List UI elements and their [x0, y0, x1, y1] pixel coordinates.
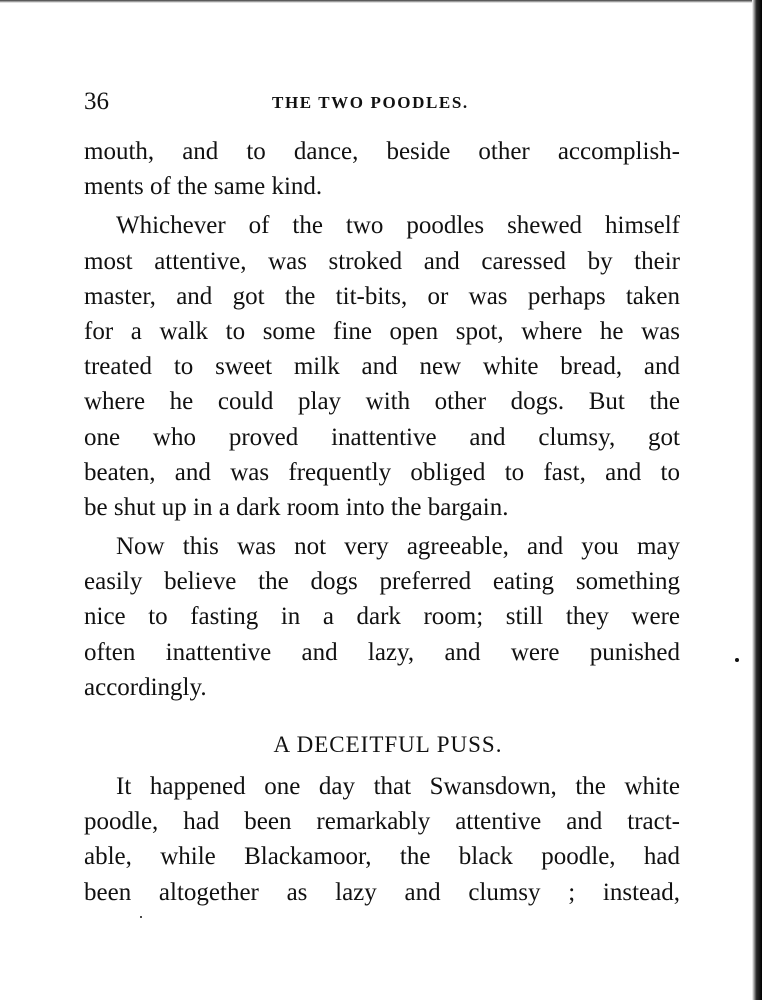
running-title: THE TWO POODLES. — [272, 93, 469, 112]
text-line: most attentive, was stroked and caressed by their — [84, 247, 680, 275]
text-line: mouth, and to dance, beside other accomplish- — [84, 138, 680, 165]
paragraph — [84, 134, 680, 204]
section-heading: A DECEITFUL PUSS. — [273, 732, 503, 757]
paragraph — [84, 769, 680, 910]
text-line: nice to fasting in a dark room; still they were — [84, 603, 680, 631]
ink-speck — [140, 916, 142, 918]
ink-speck — [735, 658, 739, 662]
page-right-edge — [752, 0, 762, 1000]
page-top-edge — [0, 0, 762, 3]
text-line: easily believe the dogs preferred eating something — [84, 568, 680, 596]
text-line: ments of the same kind. — [84, 173, 323, 201]
text-line: able, while Blackamoor, the black poodle, had — [84, 843, 680, 871]
text-line: It happened one day that Swansdown, the white — [116, 773, 680, 800]
text-line: poodle, had been remarkably attentive and tract- — [84, 808, 680, 836]
text-line: accordingly. — [84, 673, 207, 701]
paragraph — [84, 208, 680, 525]
text-line: often inattentive and lazy, and were punished — [84, 638, 680, 666]
body-text — [84, 134, 680, 910]
page-number: 36 — [84, 88, 109, 115]
running-header — [84, 88, 684, 118]
text-line: one who proved inattentive and clumsy, got — [84, 423, 680, 451]
text-line: beaten, and was frequently obliged to fast, and to — [84, 458, 680, 486]
paragraph — [84, 529, 680, 705]
text-line: Whichever of the two poodles shewed himself — [116, 212, 680, 240]
text-line: Now this was not very agreeable, and you may — [116, 533, 680, 561]
text-line: where he could play with other dogs. But the — [84, 388, 680, 416]
text-line: master, and got the tit-bits, or was perhaps taken — [84, 282, 680, 310]
text-line: treated to sweet milk and new white bread, and — [84, 353, 680, 381]
text-line: be shut up in a dark room into the bargain. — [84, 493, 509, 521]
text-line: for a walk to some fine open spot, where he was — [84, 317, 680, 345]
text-line: been altogether as lazy and clumsy ; instead, — [84, 878, 680, 906]
